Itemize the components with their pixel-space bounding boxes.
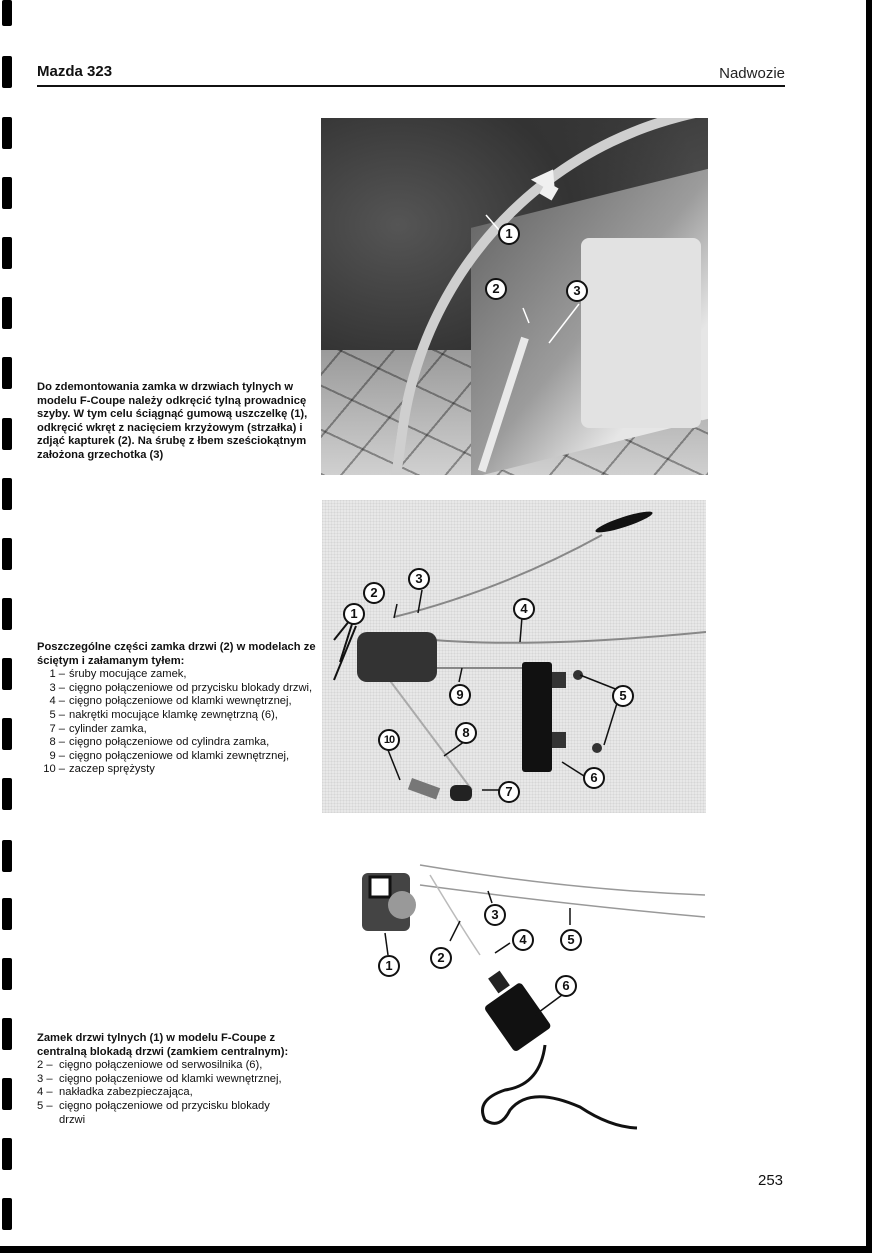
binding-mark	[2, 718, 12, 750]
binding-mark	[2, 538, 12, 570]
callout-1: 1	[378, 955, 400, 977]
binding-mark	[2, 898, 12, 930]
caption-heading: Zamek drzwi tylnych (1) w modelu F-Coupe z centralną blokadą drzwi (zamkiem centralnym):	[37, 1032, 289, 1058]
binding-mark	[2, 840, 12, 872]
callout-2: 2	[485, 278, 507, 300]
callout-3: 3	[408, 568, 430, 590]
list-item: 4 – nakładka zabezpieczająca,	[37, 1086, 193, 1099]
binding-mark	[2, 658, 12, 690]
central-lock-drawing	[340, 845, 720, 1135]
binding-mark	[2, 237, 12, 269]
callout-6: 6	[555, 975, 577, 997]
binding-mark	[2, 297, 12, 329]
parts-list	[37, 1059, 299, 1127]
binding-mark	[2, 418, 12, 450]
binding-mark	[2, 1078, 12, 1110]
list-item: 7 – cylinder zamka,	[49, 722, 147, 735]
figure-1-caption	[37, 381, 309, 463]
callout-4: 4	[512, 929, 534, 951]
callout-leaders	[321, 118, 708, 475]
binding-mark	[2, 778, 12, 810]
binding-mark	[2, 117, 12, 149]
list-item: 10 – zaczep sprężysty	[43, 763, 155, 776]
callout-7: 7	[498, 781, 520, 803]
list-item: 1 – śruby mocujące zamek,	[49, 668, 187, 681]
list-item: 5 – nakrętki mocujące klamkę zewnętrzną (6),	[49, 708, 278, 721]
list-item: 3 – cięgno połączeniowe od klamki wewnętrznej,	[37, 1072, 282, 1085]
binding-mark	[2, 56, 12, 88]
binding-mark	[2, 0, 12, 26]
list-item: 9 – cięgno połączeniowe od klamki zewnętrznej,	[49, 749, 290, 762]
binding-mark	[2, 177, 12, 209]
binding-mark	[2, 357, 12, 389]
binding-mark	[2, 1198, 12, 1230]
header-section: Nadwozie	[719, 65, 785, 82]
callout-5: 5	[560, 929, 582, 951]
figure-2-caption	[37, 641, 327, 777]
callout-1: 1	[343, 603, 365, 625]
lock-parts-drawing	[322, 500, 706, 813]
callout-6: 6	[583, 767, 605, 789]
figure-2-photo	[322, 500, 706, 813]
binding-mark	[2, 1138, 12, 1170]
callout-9: 9	[449, 684, 471, 706]
caption-heading: Poszczególne części zamka drzwi (2) w modelach ze ściętym i załamanym tyłem:	[37, 641, 316, 667]
callout-2: 2	[363, 582, 385, 604]
callout-3: 3	[484, 904, 506, 926]
callout-1: 1	[498, 223, 520, 245]
figure-1-photo	[321, 118, 708, 475]
list-item: 2 – cięgno połączeniowe od serwosilnika (6),	[37, 1059, 263, 1072]
header-title: Mazda 323	[37, 63, 113, 80]
scan-edge-bottom	[0, 1246, 872, 1253]
page-number: 253	[758, 1172, 784, 1189]
figure-3-photo	[340, 845, 720, 1135]
binding-mark	[2, 958, 12, 990]
list-item: 8 – cięgno połączeniowe od cylindra zamka,	[49, 736, 270, 749]
list-item: 3 – cięgno połączeniowe od przycisku blokady drzwi,	[49, 681, 313, 694]
callout-4: 4	[513, 598, 535, 620]
callout-10: 10	[378, 729, 400, 751]
list-item: 4 – cięgno połączeniowe od klamki wewnętrznej,	[49, 695, 292, 708]
binding-mark	[2, 598, 12, 630]
callout-8: 8	[455, 722, 477, 744]
binding-mark	[2, 478, 12, 510]
caption-text: Do zdemontowania zamka w drzwiach tylnych w modelu F-Coupe należy odkręcić tylną prowadnicę szyby. W tym celu ściągnąć gumową uszczelkę (1), odkręcić wkręt z nacięciem krzyżowym (strzałka) i zdjąć kapturek (2). Na śrubę z łbem sześciokątnym założona grzechotka (3)	[37, 381, 308, 461]
callout-2: 2	[430, 947, 452, 969]
binding-mark	[2, 1018, 12, 1050]
header-divider	[37, 85, 785, 87]
scan-edge-right	[866, 0, 872, 1253]
callout-5: 5	[612, 685, 634, 707]
parts-list	[37, 668, 327, 777]
callout-3: 3	[566, 280, 588, 302]
figure-3-caption	[37, 1032, 299, 1127]
list-item: 5 – cięgno połączeniowe od przycisku blokady drzwi	[37, 1099, 270, 1126]
